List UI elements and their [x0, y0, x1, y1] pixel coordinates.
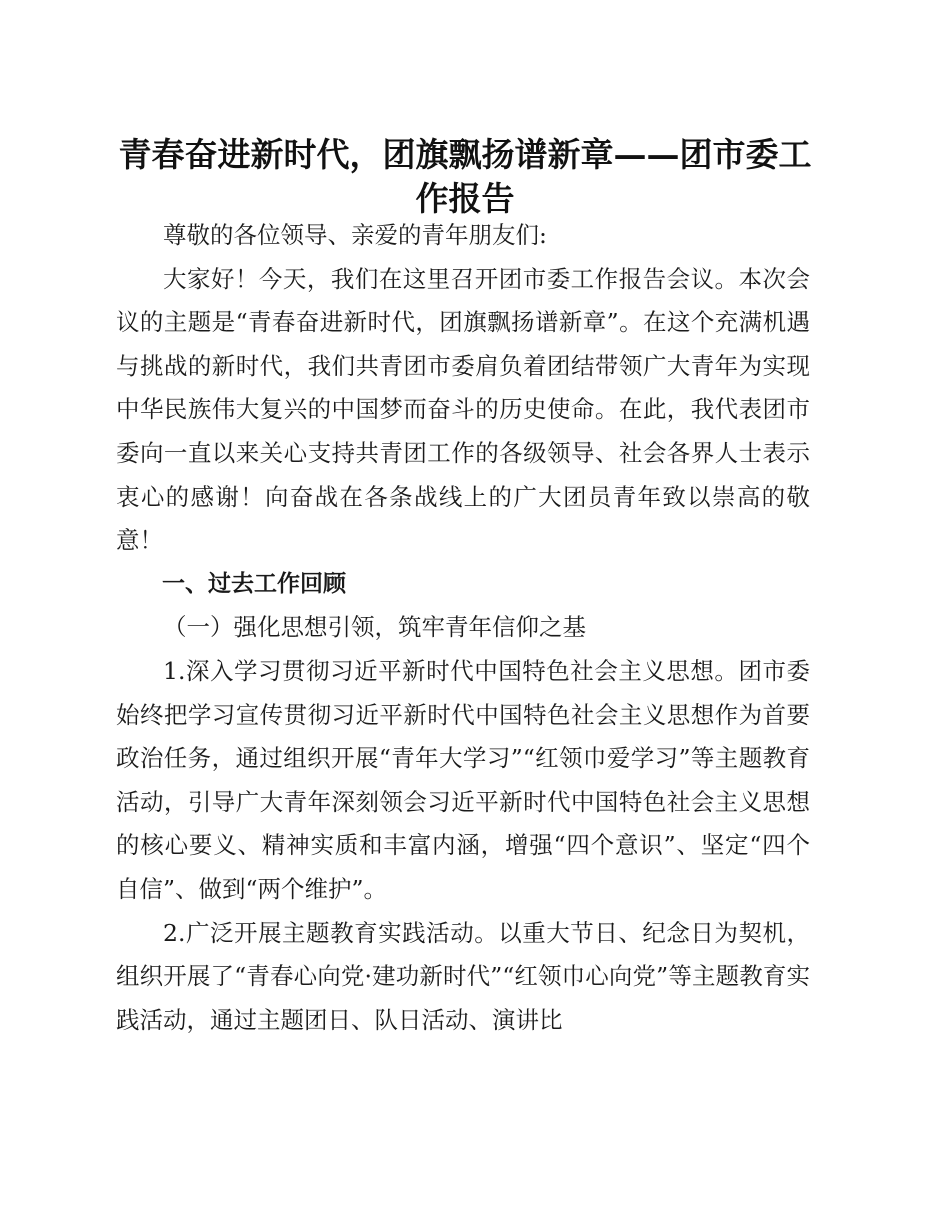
document-title: 青春奋进新时代，团旗飘扬谱新章——团市委工作报告 — [118, 135, 812, 218]
body-paragraph: 2.广泛开展主题教育实践活动。以重大节日、纪念日为契机，组织开展了“青春心向党·建功新时代”“红领巾心向党”等主题教育实践活动，通过主题团日、队日活动、演讲比 — [116, 918, 810, 1034]
section-heading: 一、过去工作回顾 — [162, 570, 346, 597]
document-body — [116, 214, 810, 1042]
salutation-paragraph: 尊敬的各位领导、亲爱的青年朋友们: — [163, 221, 547, 249]
subsection-heading: （一）强化思想引领，筑牢青年信仰之基 — [163, 613, 586, 642]
opening-paragraph: 大家好！今天，我们在这里召开团市委工作报告会议。本次会议的主题是“青春奋进新时代，团旗飘扬谱新章”。在这个充满机遇与挑战的新时代，我们共青团市委肩负着团结带领广大青年为实现中华民族伟大复兴的中国梦而奋斗的历史使命。在此，我代表团市委向一直以来关心支持共青团工作的各级领导、社会各界人士表示衷心的感谢！向奋战在各条战线上的广大团员青年致以崇高的敬意！ — [116, 264, 810, 555]
body-paragraph: 1.深入学习贯彻习近平新时代中国特色社会主义思想。团市委始终把学习宣传贯彻习近平新时代中国特色社会主义思想作为首要政治任务，通过组织开展“青年大学习”“红领巾爱学习”等主题教育活动，引导广大青年深刻领会习近平新时代中国特色社会主义思想的核心要义、精神实质和丰富内涵，增强“四个意识”、坚定“四个自信”、做到“两个维护”。 — [116, 656, 810, 903]
